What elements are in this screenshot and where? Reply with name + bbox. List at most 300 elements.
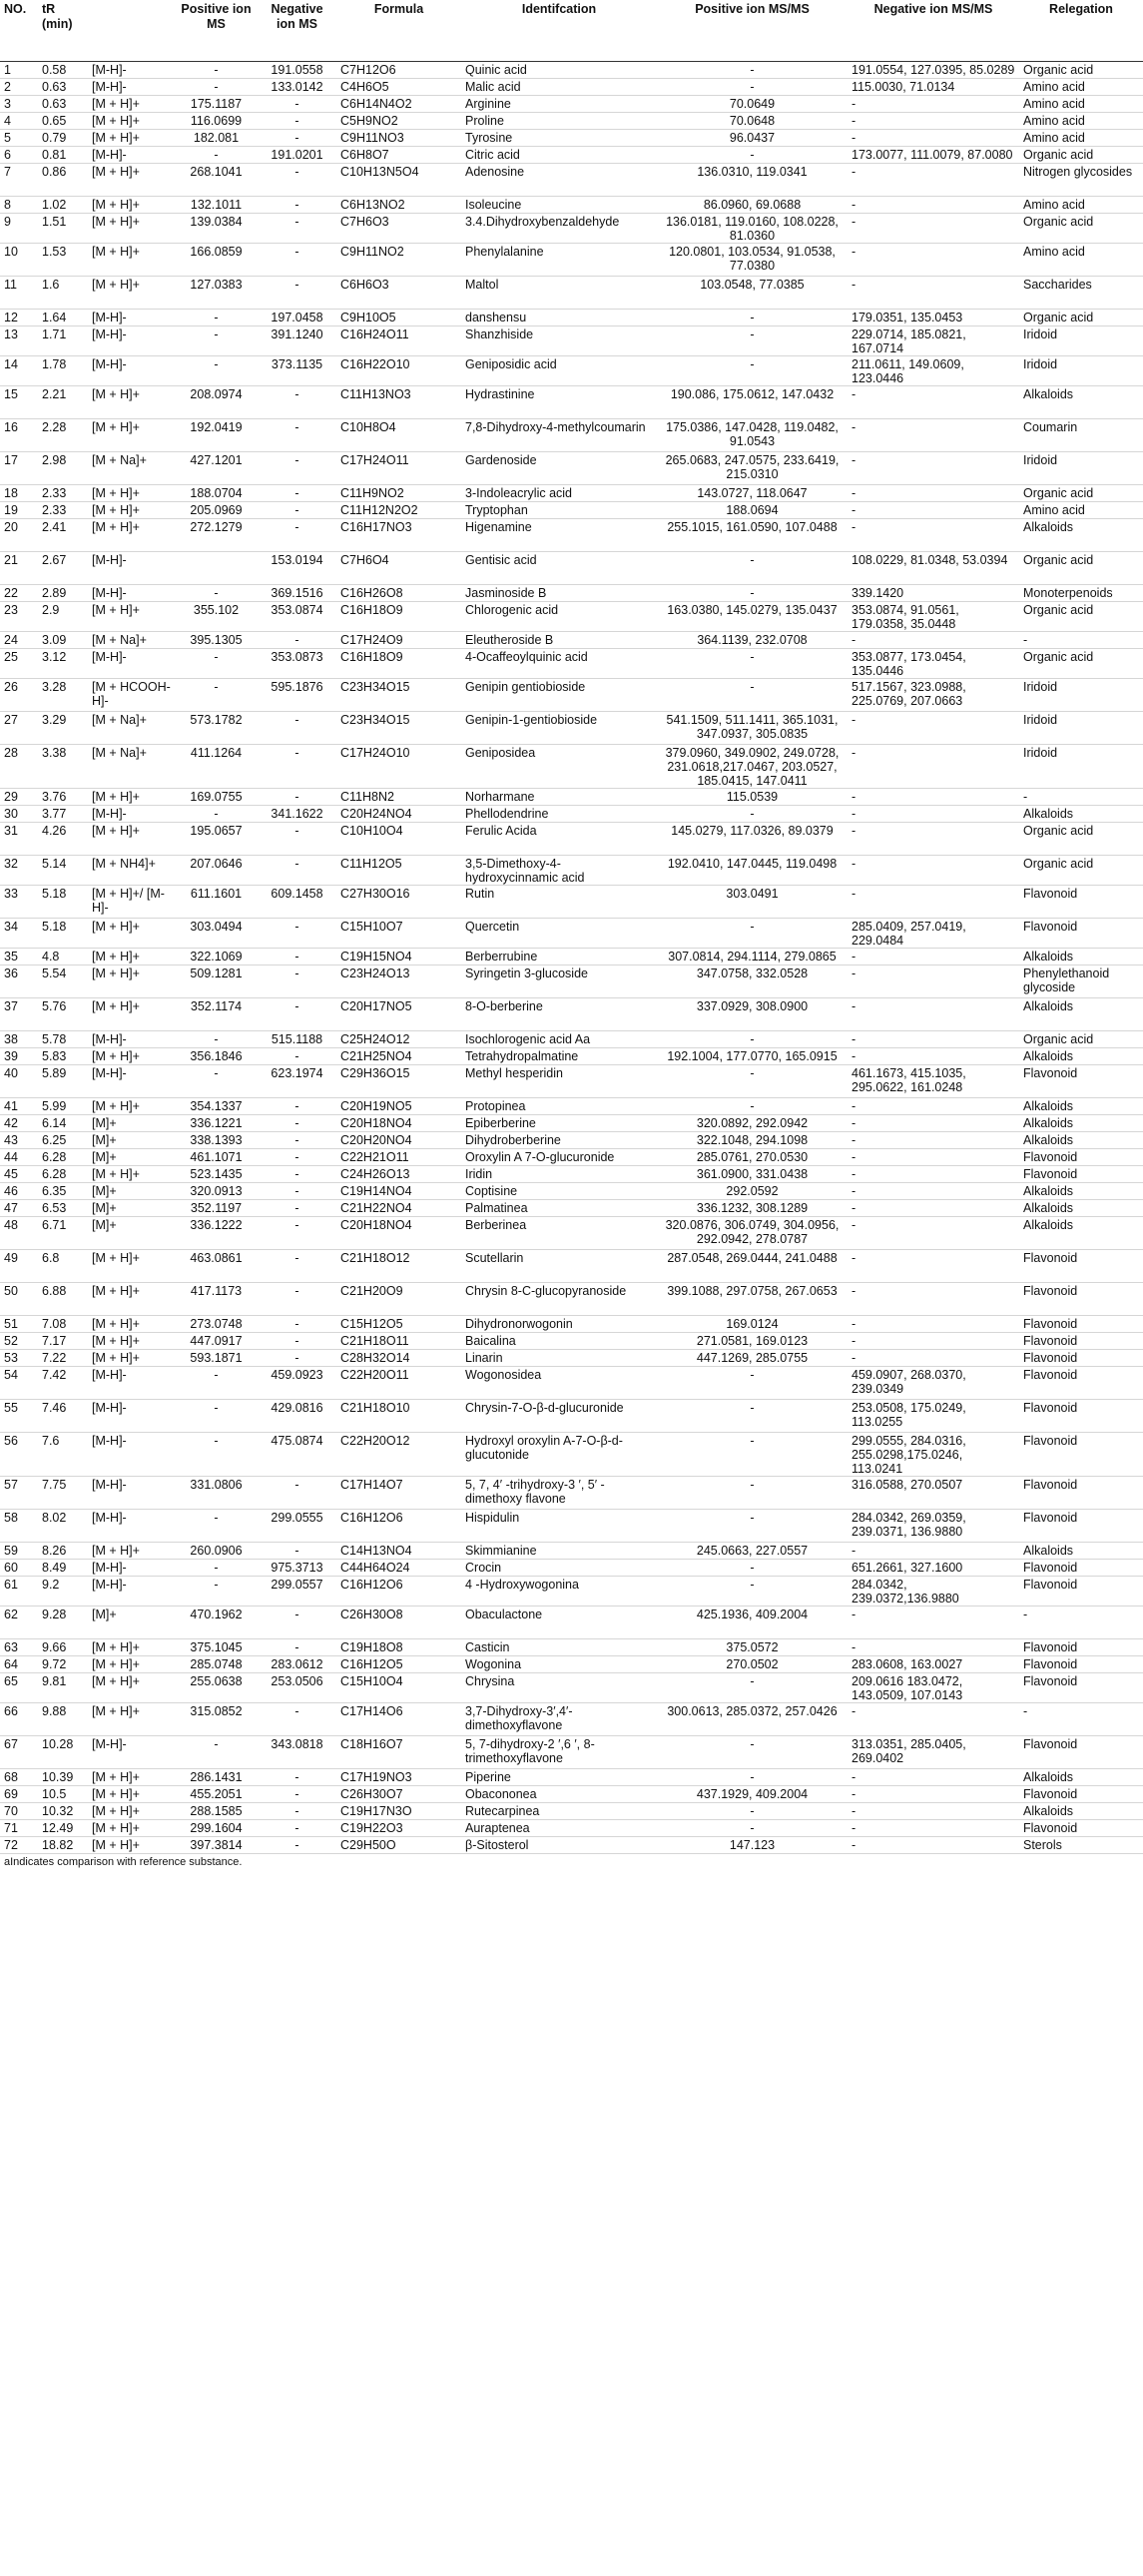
- cell-tr: 5.78: [38, 1031, 88, 1048]
- cell-negative-msms: -: [848, 745, 1019, 789]
- cell-relegation: Flavonoid: [1019, 1333, 1143, 1350]
- cell-positive-ms: 352.1197: [175, 1200, 258, 1217]
- table-row: [0, 998, 1143, 1031]
- cell-no: 22: [0, 585, 38, 602]
- cell-identification: Syringetin 3-glucoside: [461, 966, 657, 998]
- table-row: [0, 886, 1143, 919]
- cell-negative-ms: -: [258, 386, 336, 419]
- cell-ion: [M + H]+: [88, 244, 175, 277]
- cell-no: 62: [0, 1607, 38, 1639]
- cell-relegation: Alkaloids: [1019, 998, 1143, 1031]
- table-row: [0, 1350, 1143, 1367]
- cell-formula: C11H12O5: [336, 856, 461, 886]
- cell-identification: Chrysin 8-C-glucopyranoside: [461, 1283, 657, 1316]
- cell-formula: C16H18O9: [336, 602, 461, 632]
- cell-identification: Hydroxyl oroxylin A-7-O-β-d-glucutonide: [461, 1433, 657, 1477]
- cell-relegation: -: [1019, 1607, 1143, 1639]
- table-row: [0, 919, 1143, 949]
- cell-positive-ms: 286.1431: [175, 1769, 258, 1786]
- cell-positive-msms: 96.0437: [657, 130, 848, 147]
- cell-no: 12: [0, 310, 38, 326]
- cell-positive-ms: -: [175, 326, 258, 356]
- cell-identification: Skimmianine: [461, 1543, 657, 1560]
- cell-positive-ms: 611.1601: [175, 886, 258, 919]
- cell-ion: [M + H]+: [88, 1639, 175, 1656]
- cell-identification: Piperine: [461, 1769, 657, 1786]
- cell-positive-msms: 265.0683, 247.0575, 233.6419, 215.0310: [657, 452, 848, 485]
- cell-tr: 7.22: [38, 1350, 88, 1367]
- cell-relegation: Flavonoid: [1019, 1639, 1143, 1656]
- cell-negative-msms: 461.1673, 415.1035, 295.0622, 161.0248: [848, 1065, 1019, 1098]
- cell-identification: Rutecarpinea: [461, 1803, 657, 1820]
- cell-positive-ms: 336.1222: [175, 1217, 258, 1250]
- cell-relegation: Iridoid: [1019, 356, 1143, 386]
- cell-identification: Methyl hesperidin: [461, 1065, 657, 1098]
- cell-positive-msms: 379.0960, 349.0902, 249.0728, 231.0618,217.0467, 203.0527, 185.0415, 147.0411: [657, 745, 848, 789]
- table-row: [0, 1543, 1143, 1560]
- cell-tr: 1.51: [38, 214, 88, 244]
- cell-ion: [M + Na]+: [88, 712, 175, 745]
- cell-negative-msms: 173.0077, 111.0079, 87.0080: [848, 147, 1019, 164]
- cell-positive-msms: 192.1004, 177.0770, 165.0915: [657, 1048, 848, 1065]
- cell-negative-msms: 253.0508, 175.0249, 113.0255: [848, 1400, 1019, 1433]
- cell-positive-msms: -: [657, 1673, 848, 1703]
- cell-ion: [M + HCOOH-H]-: [88, 679, 175, 712]
- table-row: [0, 386, 1143, 419]
- cell-tr: 9.28: [38, 1607, 88, 1639]
- cell-no: 69: [0, 1786, 38, 1803]
- cell-ion: [M + H]+: [88, 277, 175, 310]
- cell-positive-msms: -: [657, 310, 848, 326]
- table-row: [0, 1098, 1143, 1115]
- cell-negative-ms: 623.1974: [258, 1065, 336, 1098]
- cell-negative-msms: 179.0351, 135.0453: [848, 310, 1019, 326]
- table-row: [0, 79, 1143, 96]
- cell-negative-msms: -: [848, 949, 1019, 966]
- cell-ion: [M + H]+: [88, 197, 175, 214]
- cell-no: 19: [0, 502, 38, 519]
- cell-no: 39: [0, 1048, 38, 1065]
- cell-ion: [M-H]-: [88, 310, 175, 326]
- cell-negative-msms: -: [848, 1350, 1019, 1367]
- cell-formula: C15H12O5: [336, 1316, 461, 1333]
- cell-negative-msms: 284.0342, 239.0372,136.9880: [848, 1577, 1019, 1607]
- cell-negative-msms: 284.0342, 269.0359, 239.0371, 136.9880: [848, 1510, 1019, 1543]
- cell-positive-msms: -: [657, 1736, 848, 1769]
- cell-identification: Genipin gentiobioside: [461, 679, 657, 712]
- cell-identification: Wogonosidea: [461, 1367, 657, 1400]
- cell-positive-msms: 303.0491: [657, 886, 848, 919]
- cell-negative-msms: 651.2661, 327.1600: [848, 1560, 1019, 1577]
- cell-tr: 10.5: [38, 1786, 88, 1803]
- table-row: [0, 789, 1143, 806]
- cell-negative-msms: -: [848, 197, 1019, 214]
- cell-no: 64: [0, 1656, 38, 1673]
- cell-negative-ms: -: [258, 856, 336, 886]
- cell-ion: [M]+: [88, 1607, 175, 1639]
- cell-relegation: Alkaloids: [1019, 1543, 1143, 1560]
- cell-positive-msms: -: [657, 552, 848, 585]
- cell-positive-msms: -: [657, 1098, 848, 1115]
- cell-tr: 9.2: [38, 1577, 88, 1607]
- cell-negative-msms: 339.1420: [848, 585, 1019, 602]
- cell-relegation: Iridoid: [1019, 712, 1143, 745]
- cell-formula: C17H14O6: [336, 1703, 461, 1736]
- cell-positive-ms: -: [175, 356, 258, 386]
- cell-relegation: Coumarin: [1019, 419, 1143, 452]
- cell-relegation: Organic acid: [1019, 552, 1143, 585]
- table-row: [0, 419, 1143, 452]
- cell-positive-msms: 70.0648: [657, 113, 848, 130]
- cell-positive-msms: 145.0279, 117.0326, 89.0379: [657, 823, 848, 856]
- cell-identification: Chrysin-7-O-β-d-glucuronide: [461, 1400, 657, 1433]
- table-row: [0, 96, 1143, 113]
- table-row: [0, 1803, 1143, 1820]
- cell-identification: Linarin: [461, 1350, 657, 1367]
- cell-positive-ms: -: [175, 79, 258, 96]
- cell-relegation: Flavonoid: [1019, 919, 1143, 949]
- cell-positive-ms: 397.3814: [175, 1837, 258, 1854]
- table-row: [0, 856, 1143, 886]
- cell-no: 11: [0, 277, 38, 310]
- cell-relegation: Amino acid: [1019, 244, 1143, 277]
- cell-formula: C19H14NO4: [336, 1183, 461, 1200]
- table-row: [0, 602, 1143, 632]
- cell-negative-ms: -: [258, 1820, 336, 1837]
- cell-tr: 1.64: [38, 310, 88, 326]
- cell-positive-ms: 195.0657: [175, 823, 258, 856]
- cell-positive-msms: 300.0613, 285.0372, 257.0426: [657, 1703, 848, 1736]
- cell-negative-msms: -: [848, 1543, 1019, 1560]
- cell-positive-ms: 573.1782: [175, 712, 258, 745]
- cell-formula: C22H21O11: [336, 1149, 461, 1166]
- cell-tr: 5.83: [38, 1048, 88, 1065]
- cell-negative-ms: -: [258, 823, 336, 856]
- cell-formula: C22H20O12: [336, 1433, 461, 1477]
- cell-identification: Quinic acid: [461, 62, 657, 79]
- cell-positive-msms: 364.1139, 232.0708: [657, 632, 848, 649]
- cell-relegation: Organic acid: [1019, 214, 1143, 244]
- cell-ion: [M + H]+: [88, 1837, 175, 1854]
- cell-ion: [M-H]-: [88, 1560, 175, 1577]
- cell-formula: C16H17NO3: [336, 519, 461, 552]
- cell-ion: [M + H]+: [88, 96, 175, 113]
- cell-negative-ms: 429.0816: [258, 1400, 336, 1433]
- cell-positive-msms: 271.0581, 169.0123: [657, 1333, 848, 1350]
- cell-tr: 4.8: [38, 949, 88, 966]
- cell-no: 33: [0, 886, 38, 919]
- cell-negative-ms: -: [258, 96, 336, 113]
- cell-negative-msms: 229.0714, 185.0821, 167.0714: [848, 326, 1019, 356]
- cell-formula: C6H13NO2: [336, 197, 461, 214]
- table-row: [0, 356, 1143, 386]
- cell-relegation: Saccharides: [1019, 277, 1143, 310]
- cell-tr: 1.02: [38, 197, 88, 214]
- cell-positive-ms: -: [175, 1031, 258, 1048]
- cell-negative-msms: 299.0555, 284.0316, 255.0298,175.0246, 113.0241: [848, 1433, 1019, 1477]
- table-row: [0, 1149, 1143, 1166]
- cell-positive-ms: 463.0861: [175, 1250, 258, 1283]
- cell-tr: 2.21: [38, 386, 88, 419]
- cell-ion: [M + Na]+: [88, 452, 175, 485]
- cell-relegation: Flavonoid: [1019, 1786, 1143, 1803]
- cell-positive-ms: 166.0859: [175, 244, 258, 277]
- table-row: [0, 197, 1143, 214]
- cell-no: 56: [0, 1433, 38, 1477]
- table-row: [0, 966, 1143, 998]
- cell-positive-ms: 303.0494: [175, 919, 258, 949]
- cell-tr: 7.17: [38, 1333, 88, 1350]
- cell-positive-msms: 437.1929, 409.2004: [657, 1786, 848, 1803]
- cell-negative-ms: -: [258, 1132, 336, 1149]
- cell-relegation: Flavonoid: [1019, 1560, 1143, 1577]
- table-row: [0, 1283, 1143, 1316]
- table-row: [0, 823, 1143, 856]
- cell-ion: [M + H]+: [88, 1283, 175, 1316]
- cell-no: 45: [0, 1166, 38, 1183]
- cell-no: 57: [0, 1477, 38, 1510]
- cell-no: 4: [0, 113, 38, 130]
- cell-formula: C21H20O9: [336, 1283, 461, 1316]
- cell-formula: C20H17NO5: [336, 998, 461, 1031]
- table-row: [0, 1183, 1143, 1200]
- table-row: [0, 519, 1143, 552]
- cell-identification: Gentisic acid: [461, 552, 657, 585]
- cell-negative-ms: -: [258, 1098, 336, 1115]
- cell-positive-ms: -: [175, 1400, 258, 1433]
- cell-no: 43: [0, 1132, 38, 1149]
- cell-positive-ms: -: [175, 679, 258, 712]
- cell-negative-ms: -: [258, 1837, 336, 1854]
- cell-formula: C16H26O8: [336, 585, 461, 602]
- cell-tr: 3.77: [38, 806, 88, 823]
- cell-negative-msms: -: [848, 1166, 1019, 1183]
- cell-negative-msms: -: [848, 886, 1019, 919]
- cell-ion: [M + H]+: [88, 519, 175, 552]
- table-row: [0, 1333, 1143, 1350]
- cell-negative-msms: -: [848, 1200, 1019, 1217]
- cell-relegation: Flavonoid: [1019, 1400, 1143, 1433]
- cell-positive-ms: 336.1221: [175, 1115, 258, 1132]
- cell-ion: [M + H]+: [88, 919, 175, 949]
- table-row: [0, 1656, 1143, 1673]
- cell-positive-msms: 287.0548, 269.0444, 241.0488: [657, 1250, 848, 1283]
- cell-formula: C19H17N3O: [336, 1803, 461, 1820]
- col-header-tr: tR (min): [38, 0, 88, 62]
- cell-negative-ms: -: [258, 502, 336, 519]
- cell-negative-msms: 313.0351, 285.0405, 269.0402: [848, 1736, 1019, 1769]
- table-row: [0, 113, 1143, 130]
- cell-positive-ms: 352.1174: [175, 998, 258, 1031]
- cell-formula: C10H10O4: [336, 823, 461, 856]
- cell-relegation: Flavonoid: [1019, 1149, 1143, 1166]
- cell-formula: C7H12O6: [336, 62, 461, 79]
- cell-negative-msms: -: [848, 998, 1019, 1031]
- cell-identification: 4 -Hydroxywogonina: [461, 1577, 657, 1607]
- col-header-relegation: Relegation: [1019, 0, 1143, 62]
- cell-tr: 8.49: [38, 1560, 88, 1577]
- cell-negative-ms: -: [258, 966, 336, 998]
- cell-positive-msms: -: [657, 147, 848, 164]
- cell-tr: 2.98: [38, 452, 88, 485]
- cell-positive-ms: 169.0755: [175, 789, 258, 806]
- cell-negative-msms: -: [848, 214, 1019, 244]
- cell-negative-msms: -: [848, 113, 1019, 130]
- cell-tr: 3.12: [38, 649, 88, 679]
- table-row: [0, 130, 1143, 147]
- cell-identification: Isoleucine: [461, 197, 657, 214]
- cell-negative-msms: -: [848, 386, 1019, 419]
- cell-tr: 0.65: [38, 113, 88, 130]
- table-row: [0, 1820, 1143, 1837]
- cell-negative-msms: -: [848, 1115, 1019, 1132]
- cell-relegation: Monoterpenoids: [1019, 585, 1143, 602]
- cell-formula: C6H6O3: [336, 277, 461, 310]
- cell-negative-msms: -: [848, 1098, 1019, 1115]
- cell-negative-ms: -: [258, 164, 336, 197]
- cell-identification: Dihydronorwogonin: [461, 1316, 657, 1333]
- cell-positive-msms: 347.0758, 332.0528: [657, 966, 848, 998]
- cell-identification: Chrysina: [461, 1673, 657, 1703]
- cell-positive-msms: -: [657, 1769, 848, 1786]
- cell-formula: C6H8O7: [336, 147, 461, 164]
- cell-tr: 6.25: [38, 1132, 88, 1149]
- cell-positive-msms: 190.086, 175.0612, 147.0432: [657, 386, 848, 419]
- col-header-positive-msms: Positive ion MS/MS: [657, 0, 848, 62]
- cell-negative-ms: 595.1876: [258, 679, 336, 712]
- cell-formula: C20H19NO5: [336, 1098, 461, 1115]
- cell-positive-ms: 208.0974: [175, 386, 258, 419]
- cell-no: 40: [0, 1065, 38, 1098]
- cell-tr: 1.71: [38, 326, 88, 356]
- header-row: [0, 0, 1143, 62]
- cell-positive-msms: -: [657, 1820, 848, 1837]
- cell-negative-msms: -: [848, 1217, 1019, 1250]
- cell-tr: 6.14: [38, 1115, 88, 1132]
- cell-ion: [M-H]-: [88, 1577, 175, 1607]
- cell-no: 15: [0, 386, 38, 419]
- cell-ion: [M + H]+: [88, 789, 175, 806]
- cell-no: 38: [0, 1031, 38, 1048]
- cell-positive-msms: 322.1048, 294.1098: [657, 1132, 848, 1149]
- cell-tr: 5.99: [38, 1098, 88, 1115]
- cell-negative-ms: 353.0873: [258, 649, 336, 679]
- cell-negative-ms: -: [258, 244, 336, 277]
- cell-positive-ms: 207.0646: [175, 856, 258, 886]
- cell-formula: C20H18NO4: [336, 1115, 461, 1132]
- cell-identification: 4-Ocaffeoylquinic acid: [461, 649, 657, 679]
- cell-ion: [M-H]-: [88, 585, 175, 602]
- cell-positive-msms: -: [657, 1477, 848, 1510]
- cell-negative-msms: 459.0907, 268.0370, 239.0349: [848, 1367, 1019, 1400]
- cell-identification: Protopinea: [461, 1098, 657, 1115]
- cell-formula: C29H36O15: [336, 1065, 461, 1098]
- table-row: [0, 632, 1143, 649]
- cell-positive-msms: 120.0801, 103.0534, 91.0538, 77.0380: [657, 244, 848, 277]
- cell-negative-msms: 353.0874, 91.0561, 179.0358, 35.0448: [848, 602, 1019, 632]
- cell-no: 31: [0, 823, 38, 856]
- cell-identification: Norharmane: [461, 789, 657, 806]
- cell-positive-ms: -: [175, 310, 258, 326]
- cell-positive-msms: -: [657, 919, 848, 949]
- cell-relegation: Organic acid: [1019, 1031, 1143, 1048]
- cell-relegation: Amino acid: [1019, 197, 1143, 214]
- table-row: [0, 1250, 1143, 1283]
- cell-identification: Quercetin: [461, 919, 657, 949]
- cell-identification: Maltol: [461, 277, 657, 310]
- cell-negative-ms: -: [258, 1543, 336, 1560]
- cell-relegation: Alkaloids: [1019, 1132, 1143, 1149]
- cell-no: 63: [0, 1639, 38, 1656]
- cell-no: 67: [0, 1736, 38, 1769]
- cell-formula: C25H24O12: [336, 1031, 461, 1048]
- cell-negative-msms: -: [848, 1769, 1019, 1786]
- table-row: [0, 1132, 1143, 1149]
- cell-relegation: -: [1019, 789, 1143, 806]
- cell-negative-msms: -: [848, 856, 1019, 886]
- cell-positive-msms: -: [657, 1367, 848, 1400]
- cell-identification: 3,5-Dimethoxy-4-hydroxycinnamic acid: [461, 856, 657, 886]
- cell-tr: 1.53: [38, 244, 88, 277]
- cell-identification: Rutin: [461, 886, 657, 919]
- cell-negative-msms: -: [848, 1786, 1019, 1803]
- cell-identification: Geniposidic acid: [461, 356, 657, 386]
- cell-identification: 7,8-Dihydroxy-4-methylcoumarin: [461, 419, 657, 452]
- cell-identification: β-Sitosterol: [461, 1837, 657, 1854]
- cell-tr: 9.72: [38, 1656, 88, 1673]
- cell-positive-ms: -: [175, 806, 258, 823]
- cell-negative-msms: 283.0608, 163.0027: [848, 1656, 1019, 1673]
- cell-no: 68: [0, 1769, 38, 1786]
- cell-no: 9: [0, 214, 38, 244]
- cell-negative-msms: -: [848, 519, 1019, 552]
- cell-no: 65: [0, 1673, 38, 1703]
- cell-relegation: Flavonoid: [1019, 1283, 1143, 1316]
- cell-positive-ms: 260.0906: [175, 1543, 258, 1560]
- cell-positive-ms: 338.1393: [175, 1132, 258, 1149]
- cell-tr: 1.6: [38, 277, 88, 310]
- cell-positive-ms: 285.0748: [175, 1656, 258, 1673]
- cell-negative-ms: -: [258, 1607, 336, 1639]
- cell-ion: [M + H]+: [88, 214, 175, 244]
- cell-no: 61: [0, 1577, 38, 1607]
- cell-formula: C20H20NO4: [336, 1132, 461, 1149]
- cell-tr: 4.26: [38, 823, 88, 856]
- cell-negative-ms: -: [258, 113, 336, 130]
- cell-tr: 5.18: [38, 886, 88, 919]
- cell-no: 29: [0, 789, 38, 806]
- cell-identification: Obacononea: [461, 1786, 657, 1803]
- cell-tr: 2.33: [38, 502, 88, 519]
- table-row: [0, 1217, 1143, 1250]
- cell-ion: [M-H]-: [88, 79, 175, 96]
- cell-positive-msms: 136.0310, 119.0341: [657, 164, 848, 197]
- cell-no: 71: [0, 1820, 38, 1837]
- cell-identification: danshensu: [461, 310, 657, 326]
- cell-identification: Baicalina: [461, 1333, 657, 1350]
- cell-ion: [M + H]+: [88, 1166, 175, 1183]
- cell-tr: 9.81: [38, 1673, 88, 1703]
- cell-relegation: Organic acid: [1019, 649, 1143, 679]
- cell-positive-ms: 356.1846: [175, 1048, 258, 1065]
- cell-ion: [M-H]-: [88, 1433, 175, 1477]
- cell-ion: [M + H]+: [88, 1803, 175, 1820]
- cell-identification: Citric acid: [461, 147, 657, 164]
- cell-no: 66: [0, 1703, 38, 1736]
- cell-relegation: Flavonoid: [1019, 1350, 1143, 1367]
- cell-tr: 10.28: [38, 1736, 88, 1769]
- table-row: [0, 147, 1143, 164]
